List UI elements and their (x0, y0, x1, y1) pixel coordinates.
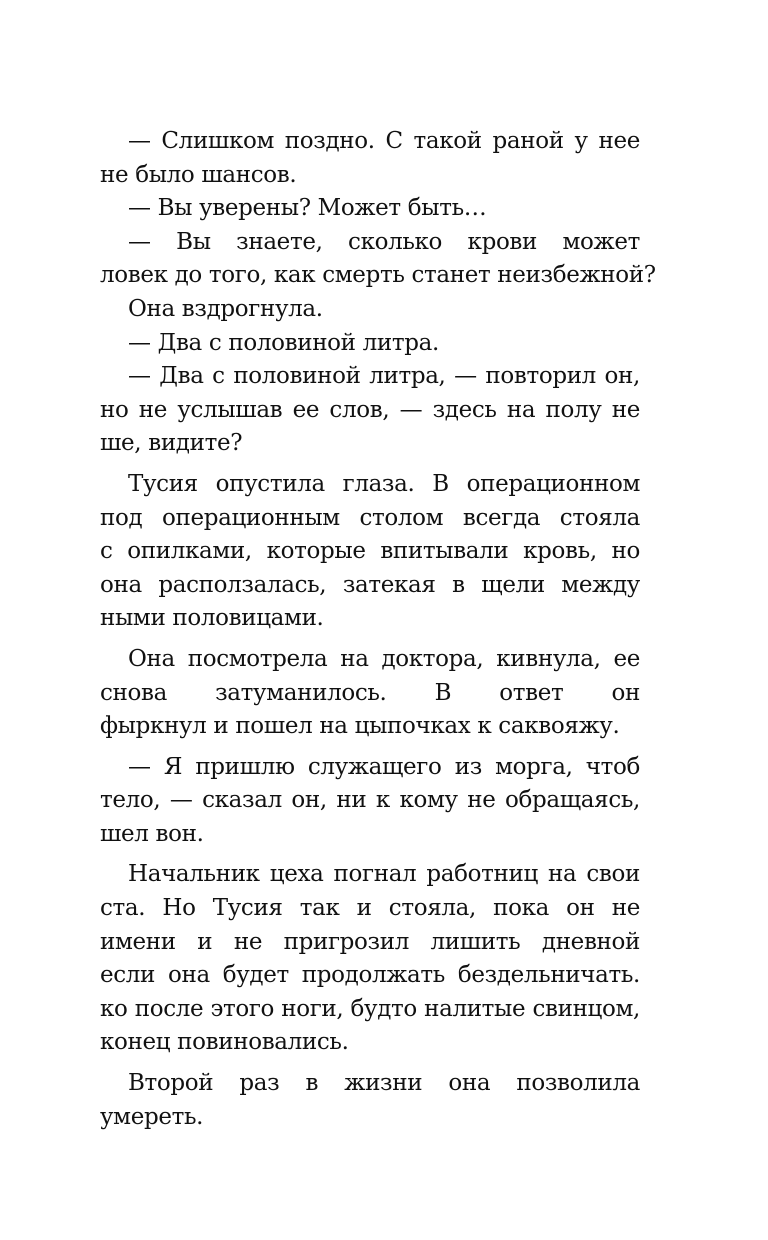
text-line: фыркнул и пошел на цыпочках к саквояжу. (100, 713, 620, 740)
text-line: Начальник цеха погнал работниц на свои (128, 861, 640, 888)
text-line: Второй раз в жизни она позволила (128, 1070, 640, 1097)
text-line: — Два с половиной литра, — повторил он, (128, 363, 640, 390)
text-line: ловек до того, как смерть станет неизбежной? (100, 262, 656, 289)
text-line: под операционным столом всегда стояла (100, 504, 640, 531)
body-text (100, 125, 656, 1134)
text-line: — Я пришлю служащего из морга, чтоб (128, 753, 640, 780)
text-line: имени и не пригрозил лишить дневной (100, 928, 640, 955)
text-line: конец повиновались. (100, 1029, 349, 1056)
text-line: но не услышав ее слов, — здесь на полу не (100, 396, 640, 423)
paragraph-gap (100, 851, 640, 858)
text-line: она расползалась, затекая в щели между (100, 571, 640, 598)
text-line: если она будет продолжать бездельничать. (100, 962, 640, 989)
text-line: ными половицами. (100, 605, 324, 632)
text-line: шел вон. (100, 820, 204, 847)
paragraph-gap (100, 744, 640, 751)
text-line: Она вздрогнула. (128, 295, 323, 322)
text-line: Тусия опустила глаза. В операционном (128, 470, 640, 497)
text-line: не было шансов. (100, 161, 297, 188)
paragraph-gap (100, 636, 640, 643)
text-line: тело, — сказал он, ни к кому не обращаясь, (100, 787, 640, 814)
text-line: с опилками, которые впитывали кровь, но (100, 538, 640, 565)
paragraph-gap (100, 1060, 640, 1067)
paragraph-gap (100, 461, 640, 468)
text-line: ста. Но Тусия так и стояла, пока он не (100, 895, 640, 922)
text-line: снова затуманилось. В ответ он (100, 679, 640, 706)
text-line: — Вы знаете, сколько крови может (128, 228, 640, 255)
text-line: Она посмотрела на доктора, кивнула, ее (128, 645, 640, 672)
text-line: ко после этого ноги, будто налитые свинцом, (100, 995, 640, 1022)
text-line: — Слишком поздно. С такой раной у нее (128, 128, 640, 154)
text-line: ше, видите? (100, 430, 243, 457)
text-line: — Два с половиной литра. (128, 329, 439, 356)
text-line: — Вы уверены? Может быть… (128, 195, 487, 222)
text-line: умереть. (100, 1103, 204, 1130)
